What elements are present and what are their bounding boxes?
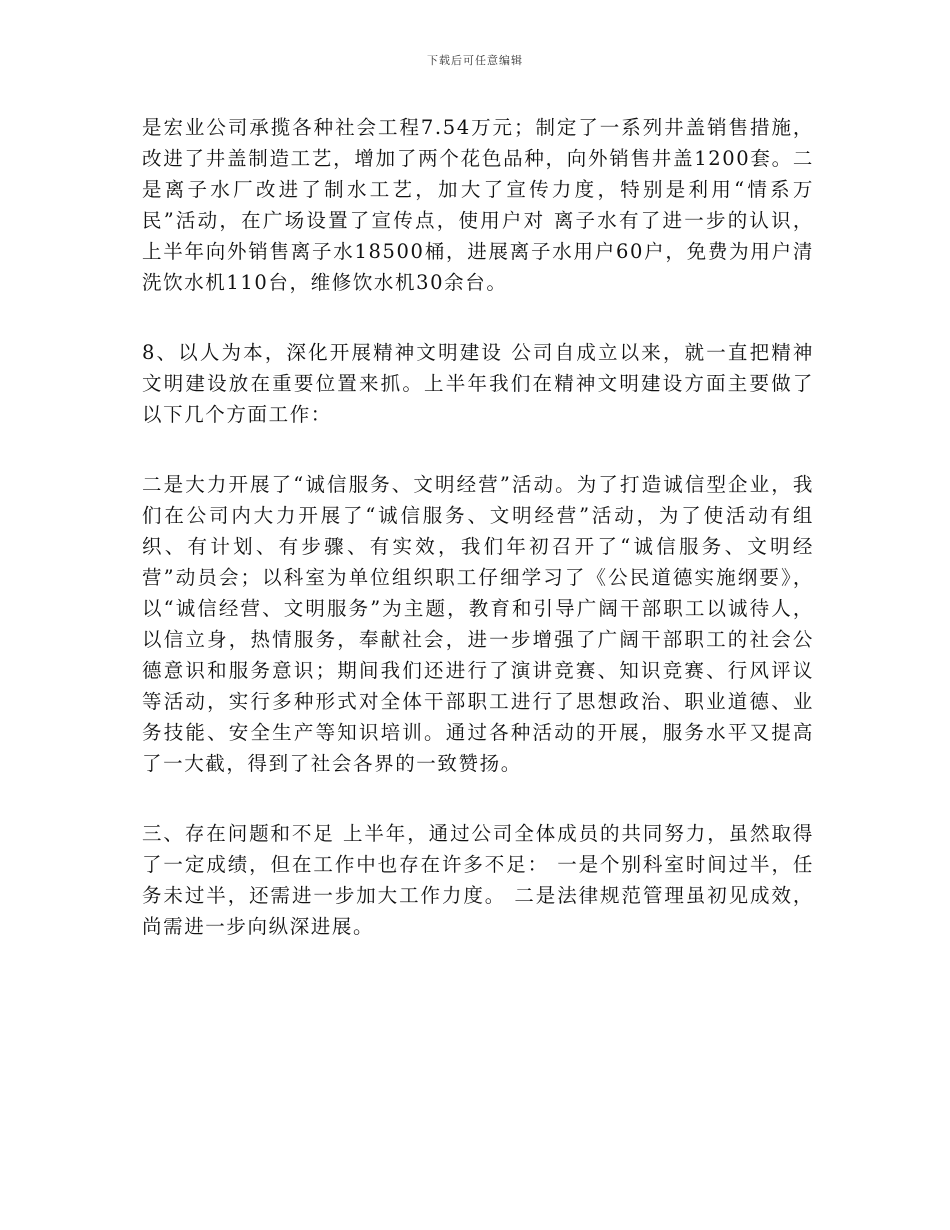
paragraph-1: 是宏业公司承揽各种社会工程7.54万元；制定了一系列井盖销售措施，改进了井盖制造工艺，增加了两个花色品种，向外销售井盖1200套。二是离子水厂改进了制水工艺，加大了宣传力度，特别是利用“情系万民”活动，在广场设置了宣传点，使用户对 离子水有了进一步的认识，上半年向外销售离子水18500桶，进展离子水用户60户，免费为用户清洗饮水机110台，维修饮水机30余台。 (142, 116, 814, 294)
paragraph-3: 二是大力开展了“诚信服务、文明经营”活动。为了打造诚信型企业，我们在公司内大力开展了“诚信服务、文明经营”活动，为了使活动有组织、有计划、有步骤、有实效，我们年初召开了“诚信服务、文明经营”动员会；以科室为单位组织职工仔细学习了《公民道德实施纲要》，以“诚信经营、文明服务”为主题，教育和引导广阔干部职工以诚待人，以信立身，热情服务，奉献社会，进一步增强了广阔干部职工的社会公德意识和服务意识；期间我们还进行了演讲竞赛、知识竞赛、行风评议等活动，实行多种形式对全体干部职工进行了思想政治、职业道德、业务技能、安全生产等知识培训。通过各种活动的开展，服务水平又提高了一大截，得到了社会各界的一致赞扬。 (142, 473, 814, 775)
document-body (142, 112, 814, 981)
paragraph-4: 三、存在问题和不足 上半年，通过公司全体成员的共同努力，虽然取得了一定成绩，但在工作中也存在许多不足： 一是个别科室时间过半，任务未过半，还需进一步加大工作力度。 二是法律规范管理虽初见成效，尚需进一步向纵深进展。 (142, 822, 814, 938)
page-header: 下载后可任意编辑 (427, 54, 523, 67)
paragraph-2: 8、以人为本，深化开展精神文明建设 公司自成立以来，就一直把精神文明建设放在重要位置来抓。上半年我们在精神文明建设方面主要做了以下几个方面工作： (142, 341, 814, 426)
